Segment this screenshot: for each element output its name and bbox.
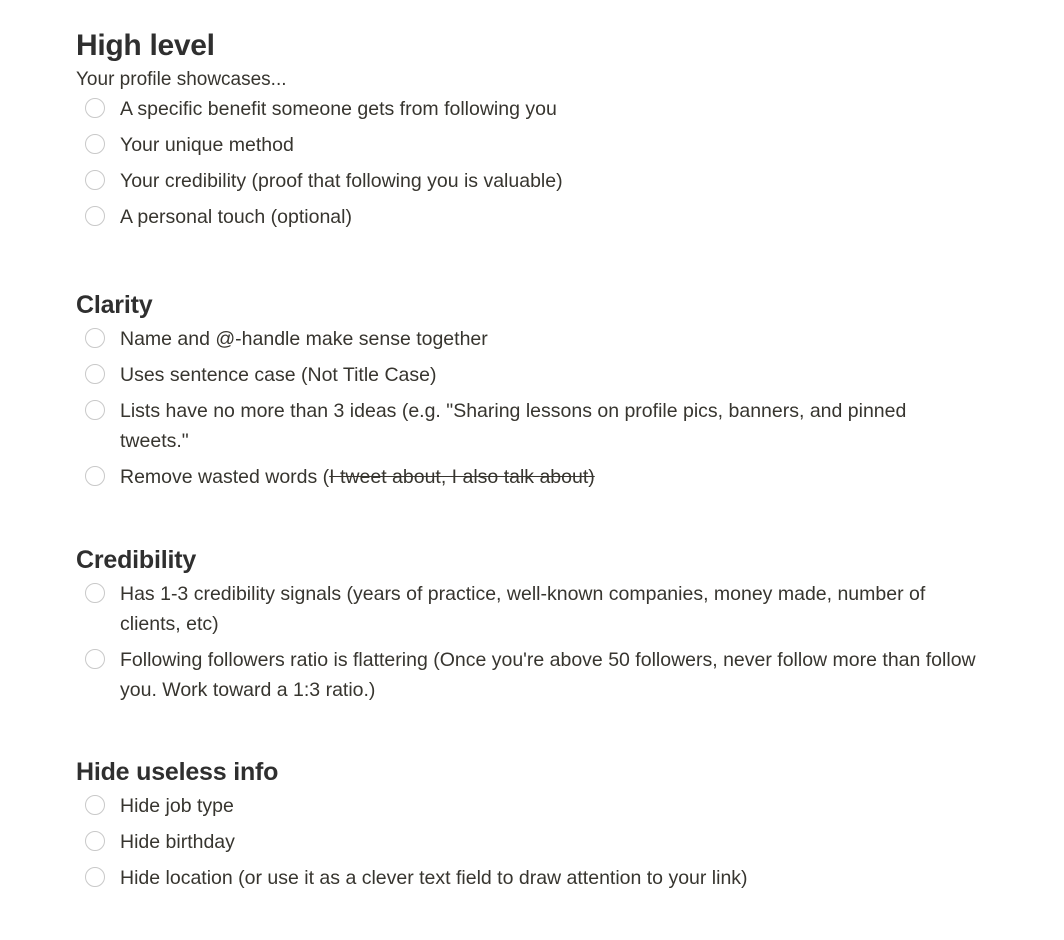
section-credibility bbox=[76, 545, 976, 711]
checklist-item-text: Following followers ratio is flattering (Once you're above 50 followers, never follow more than follow you. Work toward a 1:3 ratio.) bbox=[120, 649, 976, 701]
checklist-item bbox=[76, 324, 976, 354]
checklist bbox=[76, 579, 976, 705]
unchecked-circle-icon[interactable] bbox=[85, 831, 105, 851]
unchecked-circle-icon[interactable] bbox=[85, 364, 105, 384]
section-title: Clarity bbox=[76, 291, 153, 319]
item-text-strikethrough: I tweet about, I also talk about) bbox=[329, 466, 595, 488]
checklist-item-text: Your credibility (proof that following you is valuable) bbox=[120, 170, 563, 192]
checklist-item-text: A personal touch (optional) bbox=[120, 206, 352, 228]
checklist bbox=[76, 94, 976, 232]
checklist-item-text: Lists have no more than 3 ideas (e.g. "Sharing lessons on profile pics, banners, and pinned tweets." bbox=[120, 400, 907, 452]
checklist-item-text: Hide birthday bbox=[120, 831, 235, 853]
checklist-item bbox=[76, 360, 976, 390]
unchecked-circle-icon[interactable] bbox=[85, 867, 105, 887]
section-clarity bbox=[76, 290, 976, 498]
unchecked-circle-icon[interactable] bbox=[85, 400, 105, 420]
checklist-item bbox=[76, 94, 976, 124]
checklist-item bbox=[76, 827, 976, 857]
unchecked-circle-icon[interactable] bbox=[85, 649, 105, 669]
section-title: Hide useless info bbox=[76, 758, 279, 786]
checklist-item-text: Hide location (or use it as a clever text field to draw attention to your link) bbox=[120, 867, 748, 889]
unchecked-circle-icon[interactable] bbox=[85, 206, 105, 226]
checklist-item bbox=[76, 863, 976, 893]
checklist-item-text: A specific benefit someone gets from following you bbox=[120, 98, 557, 120]
checklist-item bbox=[76, 462, 976, 492]
checklist-item bbox=[76, 130, 976, 160]
checklist-item bbox=[76, 579, 976, 639]
checklist-item bbox=[76, 166, 976, 196]
unchecked-circle-icon[interactable] bbox=[85, 466, 105, 486]
item-text-plain: Remove wasted words ( bbox=[120, 466, 330, 488]
unchecked-circle-icon[interactable] bbox=[85, 170, 105, 190]
unchecked-circle-icon[interactable] bbox=[85, 328, 105, 348]
checklist bbox=[76, 791, 976, 893]
unchecked-circle-icon[interactable] bbox=[85, 134, 105, 154]
checklist-item-text: Name and @-handle make sense together bbox=[120, 328, 488, 350]
section-intro: Your profile showcases... bbox=[76, 69, 287, 90]
checklist-item bbox=[76, 396, 976, 456]
unchecked-circle-icon[interactable] bbox=[85, 795, 105, 815]
unchecked-circle-icon[interactable] bbox=[85, 583, 105, 603]
checklist-item-text bbox=[120, 466, 595, 488]
section-hide-useless-info bbox=[76, 757, 976, 899]
section-high-level bbox=[76, 28, 976, 238]
checklist-item-text: Hide job type bbox=[120, 795, 234, 817]
checklist-item bbox=[76, 645, 976, 705]
section-title: Credibility bbox=[76, 546, 197, 574]
section-title: High level bbox=[76, 29, 215, 62]
checklist-item-text: Uses sentence case (Not Title Case) bbox=[120, 364, 437, 386]
checklist-item bbox=[76, 202, 976, 232]
checklist-item bbox=[76, 791, 976, 821]
checklist-item-text: Has 1-3 credibility signals (years of practice, well-known companies, money made, number of clients, etc) bbox=[120, 583, 926, 635]
unchecked-circle-icon[interactable] bbox=[85, 98, 105, 118]
checklist bbox=[76, 324, 976, 492]
checklist-item-text: Your unique method bbox=[120, 134, 294, 156]
